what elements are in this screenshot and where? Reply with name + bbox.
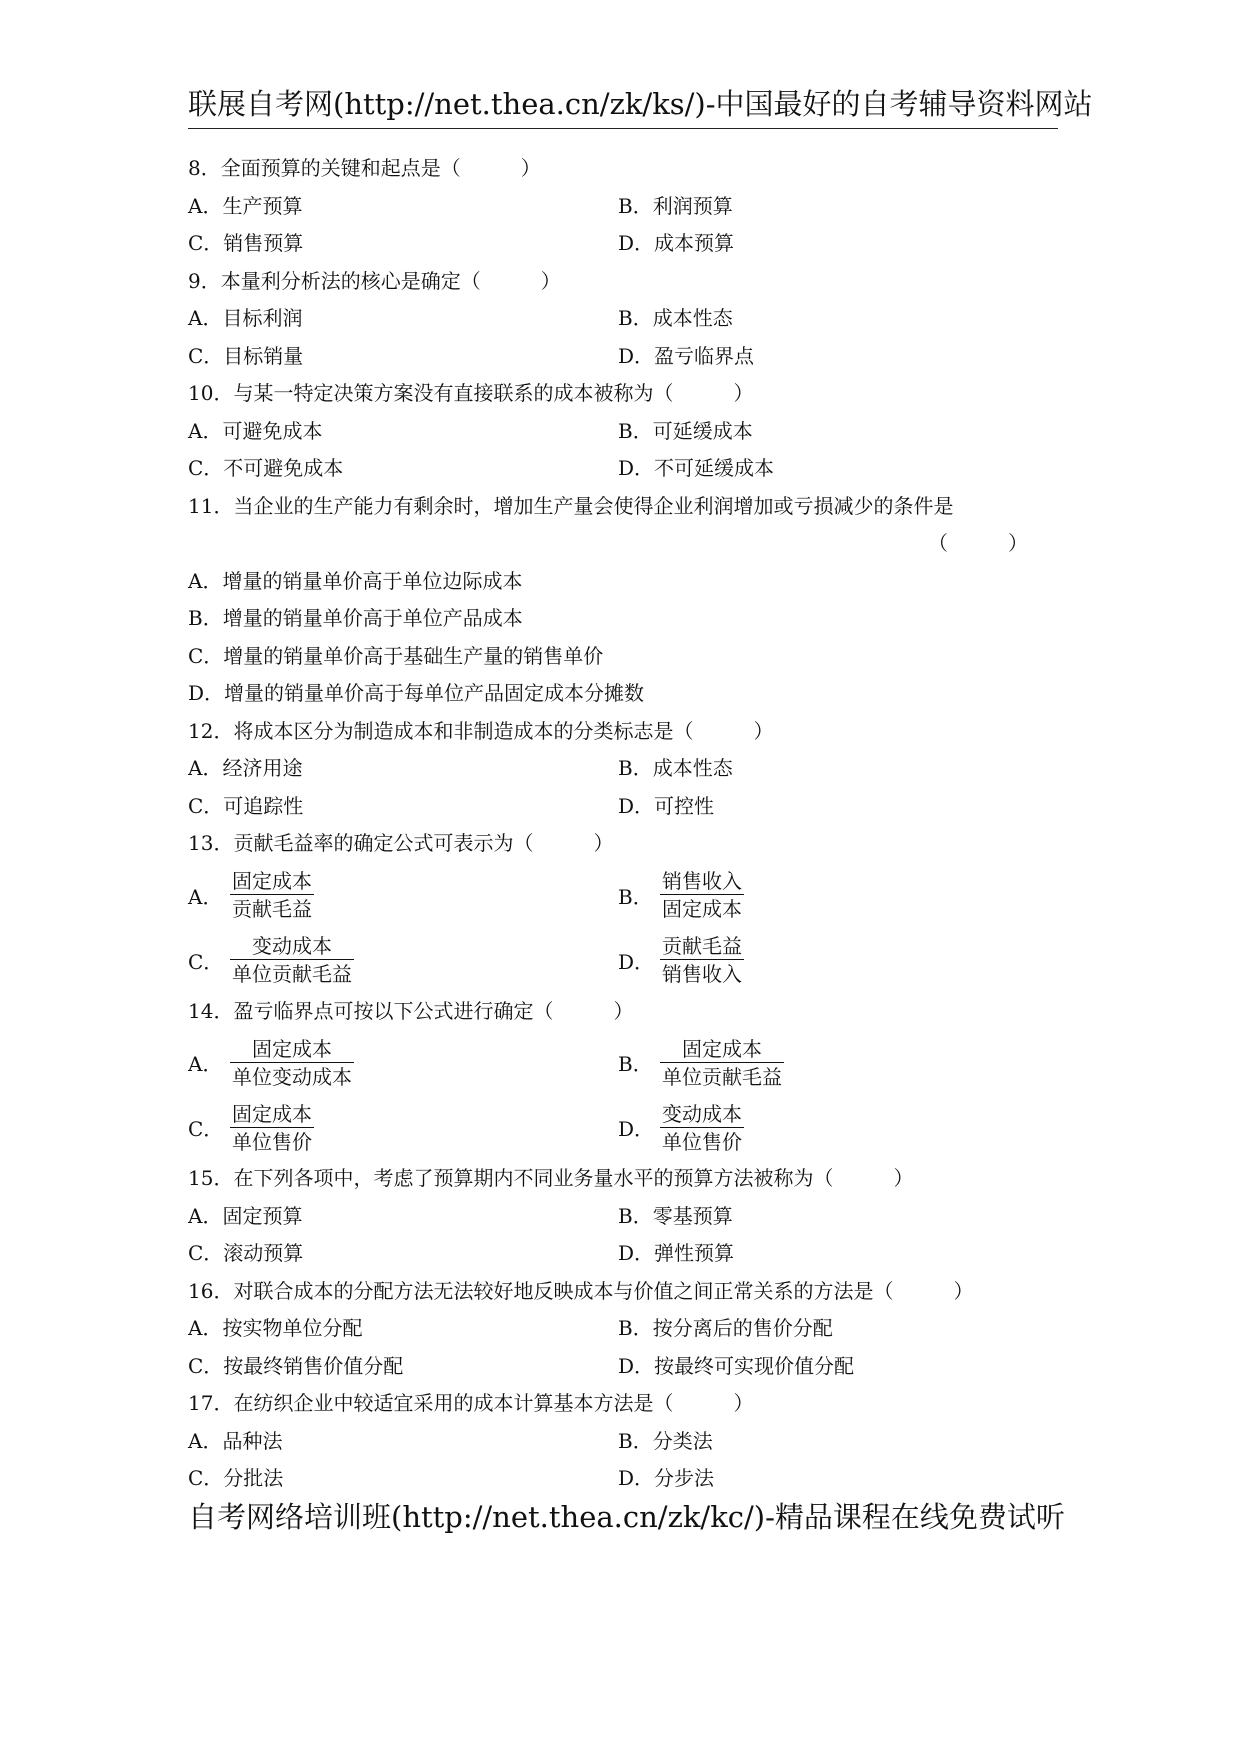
q17-option-a: A．品种法 [188,1428,283,1453]
q10-option-d: D．不可延缓成本 [618,456,775,480]
q13-option-c [188,928,618,993]
question-10-stem: 10．与某一特定决策方案没有直接联系的成本被称为（ ） [188,381,754,405]
fraction-denominator: 单位贡献毛益 [660,1062,784,1090]
fraction-numerator: 贡献毛益 [662,934,742,958]
fraction-numerator: 变动成本 [252,934,332,958]
q16-option-c: C．按最终销售价值分配 [188,1353,404,1378]
q9-option-d: D．盈亏临界点 [618,343,755,368]
q17-option-d: D．分步法 [618,1466,715,1490]
q9-option-c: C．目标销量 [188,343,304,368]
q14-option-d-label: D． [618,1117,655,1141]
question-13-stem: 13．贡献毛益率的确定公式可表示为（ ） [188,831,614,855]
q13-option-b-label: B． [618,884,653,909]
q14-option-a-fraction [230,1036,354,1090]
q10-option-b: B．可延缓成本 [618,418,753,443]
q8-option-b: B．利润预算 [618,193,733,218]
q13-option-d [618,928,1048,993]
question-14-stem: 14．盈亏临界点可按以下公式进行确定（ ） [188,998,634,1023]
q17-option-c: C．分批法 [188,1466,284,1490]
q14-option-a-label: A． [188,1052,223,1076]
q13-option-c-fraction [230,933,354,987]
q13-option-a-fraction [230,868,314,922]
fraction-denominator: 贡献毛益 [230,894,314,922]
q16-option-a: A．按实物单位分配 [188,1316,363,1340]
question-17-stem: 17．在纺织企业中较适宜采用的成本计算基本方法是（ ） [188,1391,754,1415]
q15-option-b: B．零基预算 [618,1203,733,1228]
question-11-stem: 11．当企业的生产能力有剩余时，增加生产量会使得企业利润增加或亏损减少的条件是 [188,493,954,518]
q13-option-d-label: D． [618,949,655,974]
question-list [188,150,1048,1498]
header-rule [188,128,1058,129]
q14-option-d-fraction [660,1101,744,1155]
q8-option-a: A．生产预算 [188,193,303,218]
fraction-denominator: 销售收入 [660,959,744,987]
q12-option-a: A．经济用途 [188,756,303,780]
q13-option-a-label: A． [188,884,223,909]
q11-option-a: A．增量的销量单价高于单位边际成本 [188,568,523,593]
fraction-denominator: 单位贡献毛益 [230,959,354,987]
q11-option-d: D．增量的销量单价高于每单位产品固定成本分摊数 [188,681,645,705]
question-16-stem: 16．对联合成本的分配方法无法较好地反映成本与价值之间正常关系的方法是（ ） [188,1278,974,1303]
q10-option-c: C．不可避免成本 [188,456,344,480]
q9-option-b: B．成本性态 [618,306,733,330]
q16-option-d: D．按最终可实现价值分配 [618,1353,855,1378]
q13-option-c-label: C． [188,949,224,974]
q8-option-d: D．成本预算 [618,231,735,255]
q14-option-c [188,1095,618,1160]
fraction-numerator: 固定成本 [252,1036,332,1061]
fraction-denominator: 单位售价 [660,1127,744,1155]
q16-option-b: B．按分离后的售价分配 [618,1316,833,1340]
q14-option-c-fraction [230,1101,314,1155]
q12-option-c: C．可追踪性 [188,793,304,818]
q8-option-c: C．销售预算 [188,231,304,255]
q15-option-d: D．弹性预算 [618,1241,735,1265]
fraction-denominator: 固定成本 [660,894,744,922]
fraction-numerator: 变动成本 [662,1101,742,1126]
q17-option-b: B．分类法 [618,1428,713,1453]
page-header: 联展自考网(http://net.thea.cn/zk/ks/)-中国最好的自考辅导资料网站 [188,87,1093,121]
fraction-numerator: 固定成本 [682,1036,762,1061]
q14-option-b-fraction [660,1036,784,1090]
q14-option-b-label: B． [618,1052,653,1076]
q14-option-d [618,1095,1048,1160]
q13-option-b-fraction [660,868,744,922]
fraction-numerator: 固定成本 [232,869,312,893]
q14-option-c-label: C． [188,1117,224,1141]
fraction-denominator: 单位变动成本 [230,1062,354,1090]
q10-option-a: A．可避免成本 [188,418,323,443]
q9-option-a: A．目标利润 [188,306,303,330]
fraction-denominator: 单位售价 [230,1127,314,1155]
question-9-stem: 9．本量利分析法的核心是确定（ ） [188,268,561,293]
q12-option-d: D．可控性 [618,793,715,818]
question-15-stem: 15．在下列各项中，考虑了预算期内不同业务量水平的预算方法被称为（ ） [188,1166,914,1190]
q13-option-a [188,863,618,928]
q13-option-b [618,863,1048,928]
q11-option-c: C．增量的销量单价高于基础生产量的销售单价 [188,643,604,668]
question-8-stem: 8．全面预算的关键和起点是（ ） [188,156,541,180]
page-footer: 自考网络培训班(http://net.thea.cn/zk/kc/)-精品课程在线免费试听 [188,1500,1065,1534]
q15-option-c: C．滚动预算 [188,1241,304,1265]
question-11-blank: （ ） [928,531,1028,555]
q15-option-a: A．固定预算 [188,1203,303,1228]
q14-option-a [188,1030,618,1095]
fraction-numerator: 销售收入 [662,869,742,893]
q14-option-b [618,1030,1048,1095]
question-12-stem: 12．将成本区分为制造成本和非制造成本的分类标志是（ ） [188,718,774,743]
q12-option-b: B．成本性态 [618,756,733,780]
fraction-numerator: 固定成本 [232,1101,312,1126]
q11-option-b: B．增量的销量单价高于单位产品成本 [188,606,523,630]
q13-option-d-fraction [660,933,744,987]
